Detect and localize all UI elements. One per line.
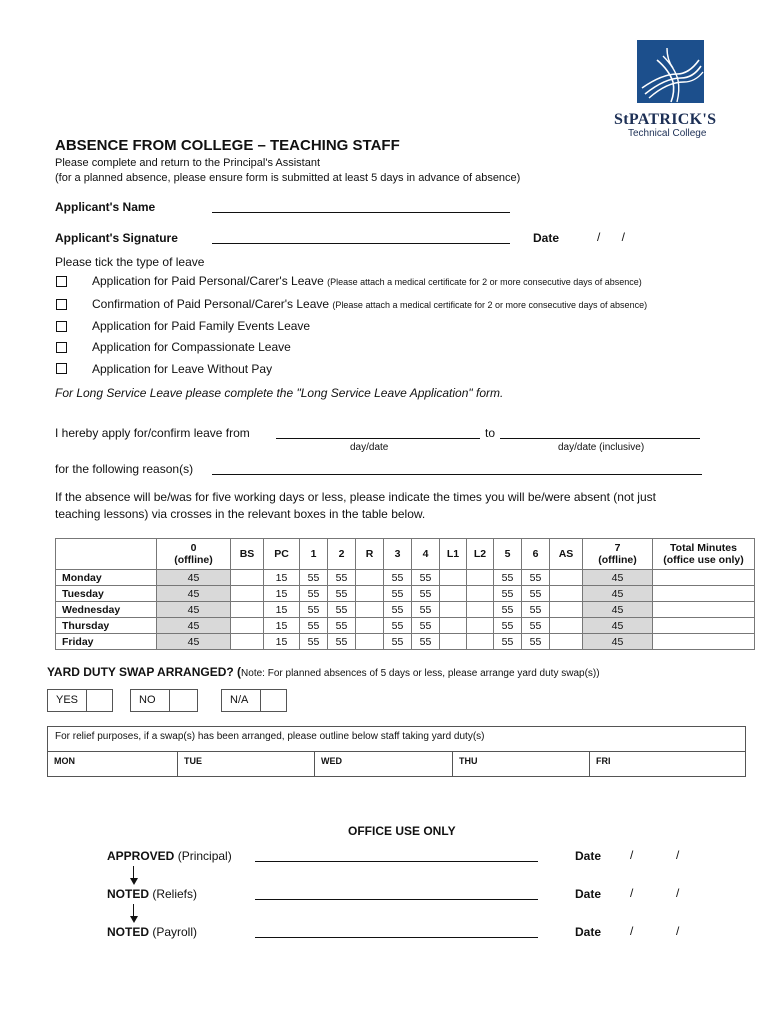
period-cell[interactable]: 55 <box>384 586 412 602</box>
absence-hours-table <box>55 538 755 650</box>
na-checkbox[interactable] <box>260 690 261 711</box>
relief-days-row <box>48 751 745 776</box>
applicant-signature-field[interactable] <box>212 243 510 244</box>
logo-college-name: StPATRICK'S <box>614 111 717 128</box>
period-cell[interactable] <box>653 586 755 602</box>
period-cell[interactable] <box>356 586 384 602</box>
yard-duty-no-option[interactable] <box>130 689 198 712</box>
hours-header-row <box>56 539 755 570</box>
form-title: ABSENCE FROM COLLEGE – TEACHING STAFF <box>55 137 400 154</box>
hours-header-cell: 3 <box>384 539 412 570</box>
table-row <box>56 570 755 586</box>
checkbox-leave-without-pay[interactable] <box>56 363 67 374</box>
reliefs-date-slash-1: / <box>630 886 634 900</box>
period-cell[interactable] <box>550 602 583 618</box>
period-cell[interactable] <box>653 602 755 618</box>
yard-duty-yes-option[interactable] <box>47 689 113 712</box>
period-cell[interactable]: 55 <box>522 618 550 634</box>
period-cell[interactable]: 45 <box>157 618 231 634</box>
period-cell[interactable]: 55 <box>300 602 328 618</box>
leave-option-4: Application for Compassionate Leave <box>92 340 291 354</box>
table-row <box>56 634 755 650</box>
period-cell[interactable] <box>356 634 384 650</box>
leave-to-field[interactable] <box>500 438 700 439</box>
intro-line-2: (for a planned absence, please ensure form is submitted at least 5 days in advance of absence) <box>55 172 521 184</box>
principal-date-slash-1: / <box>630 848 634 862</box>
applicant-signature-label: Applicant's Signature <box>55 231 178 245</box>
hours-header-cell: 4 <box>412 539 440 570</box>
hours-header-cell <box>56 539 157 570</box>
period-cell[interactable]: 55 <box>300 570 328 586</box>
leave-option-1: Application for Paid Personal/Carer's Leave (Please attach a medical certificate for 2 or more consecutive days of absence) <box>92 274 642 288</box>
period-cell[interactable]: 15 <box>264 586 300 602</box>
arrow-down-icon <box>130 878 138 885</box>
period-cell[interactable] <box>231 570 264 586</box>
period-cell[interactable] <box>440 570 467 586</box>
na-label: N/A <box>230 694 249 706</box>
period-cell[interactable]: 55 <box>522 634 550 650</box>
logo-college-subtitle: Technical College <box>628 128 707 139</box>
relief-day-fri[interactable]: FRI <box>596 756 611 766</box>
yard-duty-heading: YARD DUTY SWAP ARRANGED? (Note: For planned absences of 5 days or less, please arrange yard duty swap(s)) <box>47 665 600 679</box>
relief-day-wed[interactable]: WED <box>315 752 453 776</box>
period-cell[interactable] <box>467 634 494 650</box>
table-row <box>56 618 755 634</box>
period-cell[interactable]: 15 <box>264 570 300 586</box>
day-label: Monday <box>56 570 157 586</box>
period-cell[interactable] <box>467 602 494 618</box>
period-cell[interactable]: 55 <box>412 602 440 618</box>
instruction-line-2: teaching lessons) via crosses in the relevant boxes in the table below. <box>55 507 426 521</box>
period-cell[interactable]: 45 <box>583 586 653 602</box>
period-cell[interactable]: 45 <box>157 570 231 586</box>
reliefs-date-slash-2: / <box>676 886 680 900</box>
hours-header-cell: PC <box>264 539 300 570</box>
table-row <box>56 602 755 618</box>
apply-leave-text: I hereby apply for/confirm leave from <box>55 426 250 440</box>
checkbox-paid-personal-leave[interactable] <box>56 276 67 287</box>
principal-date-label: Date <box>575 849 602 863</box>
applicant-name-field[interactable] <box>212 212 510 213</box>
period-cell[interactable]: 45 <box>157 586 231 602</box>
hours-header-cell: R <box>356 539 384 570</box>
table-row <box>56 586 755 602</box>
payroll-date-label: Date <box>575 925 602 939</box>
period-cell[interactable]: 55 <box>328 570 356 586</box>
reason-field[interactable] <box>212 474 702 475</box>
day-label: Tuesday <box>56 586 157 602</box>
principal-date-slash-2: / <box>676 848 680 862</box>
period-cell[interactable]: 55 <box>494 570 522 586</box>
period-cell[interactable]: 45 <box>157 602 231 618</box>
period-cell[interactable]: 55 <box>300 634 328 650</box>
period-cell[interactable]: 45 <box>583 570 653 586</box>
arrow-down-icon <box>130 916 138 923</box>
period-cell[interactable] <box>356 570 384 586</box>
period-cell[interactable]: 55 <box>384 618 412 634</box>
period-cell[interactable]: 55 <box>494 634 522 650</box>
period-cell[interactable]: 45 <box>157 634 231 650</box>
leave-option-3: Application for Paid Family Events Leave <box>92 319 311 333</box>
period-cell[interactable]: 55 <box>384 570 412 586</box>
leave-option-2: Confirmation of Paid Personal/Carer's Leave (Please attach a medical certificate for 2 or more consecutive days of absence) <box>92 297 648 311</box>
reliefs-date-label: Date <box>575 887 602 901</box>
hours-header-cell: 0 (offline) <box>157 539 231 570</box>
period-cell[interactable]: 55 <box>300 586 328 602</box>
period-cell[interactable]: 45 <box>583 634 653 650</box>
period-cell[interactable]: 45 <box>583 618 653 634</box>
applicant-date-label: Date <box>533 231 560 245</box>
hours-header-cell: L2 <box>467 539 494 570</box>
period-cell[interactable] <box>356 618 384 634</box>
leave-option-5: Application for Leave Without Pay <box>92 362 273 376</box>
checkbox-family-events-leave[interactable] <box>56 321 67 332</box>
period-cell[interactable] <box>440 618 467 634</box>
college-logo <box>637 40 704 103</box>
period-cell[interactable]: 55 <box>412 570 440 586</box>
period-cell[interactable]: 55 <box>494 618 522 634</box>
apply-to-text: to <box>485 426 496 440</box>
from-date-caption: day/date <box>350 442 389 453</box>
period-cell[interactable]: 55 <box>328 634 356 650</box>
period-cell[interactable] <box>653 634 755 650</box>
hours-header-cell: 1 <box>300 539 328 570</box>
period-cell[interactable]: 15 <box>264 602 300 618</box>
no-label: NO <box>139 694 156 706</box>
period-cell[interactable] <box>467 570 494 586</box>
payroll-date-slash-1: / <box>630 924 634 938</box>
period-cell[interactable]: 45 <box>583 602 653 618</box>
hours-header-cell: AS <box>550 539 583 570</box>
period-cell[interactable]: 55 <box>300 618 328 634</box>
to-date-caption: day/date (inclusive) <box>558 442 645 453</box>
office-use-heading: OFFICE USE ONLY <box>348 824 456 838</box>
relief-day-tue[interactable]: TUE <box>178 752 315 776</box>
period-cell[interactable] <box>653 618 755 634</box>
period-cell[interactable]: 55 <box>494 602 522 618</box>
yard-duty-na-option[interactable] <box>221 689 287 712</box>
leave-type-prompt: Please tick the type of leave <box>55 255 205 269</box>
period-cell[interactable]: 15 <box>264 618 300 634</box>
relief-instruction: For relief purposes, if a swap(s) has been arranged, please outline below staff taking yard duty(s) <box>55 731 485 742</box>
principal-signature-field[interactable] <box>255 861 538 862</box>
applicant-name-label: Applicant's Name <box>55 200 156 214</box>
day-label: Thursday <box>56 618 157 634</box>
noted-reliefs-label: NOTED (Reliefs) <box>107 887 198 901</box>
relief-day-thu[interactable]: THU <box>453 752 590 776</box>
hours-header-cell: 2 <box>328 539 356 570</box>
period-cell[interactable] <box>550 586 583 602</box>
period-cell[interactable] <box>550 634 583 650</box>
period-cell[interactable] <box>231 618 264 634</box>
reliefs-signature-field[interactable] <box>255 899 538 900</box>
period-cell[interactable]: 55 <box>494 586 522 602</box>
period-cell[interactable] <box>467 618 494 634</box>
period-cell[interactable] <box>550 618 583 634</box>
period-cell[interactable]: 55 <box>522 586 550 602</box>
hours-header-cell: Total Minutes (office use only) <box>653 539 755 570</box>
logo-emblem-icon <box>637 40 704 103</box>
hours-header-cell: 5 <box>494 539 522 570</box>
leave-from-field[interactable] <box>276 438 480 439</box>
period-cell[interactable] <box>440 602 467 618</box>
period-cell[interactable]: 55 <box>412 618 440 634</box>
intro-line-1: Please complete and return to the Principal's Assistant <box>55 157 321 169</box>
period-cell[interactable] <box>467 586 494 602</box>
noted-payroll-label: NOTED (Payroll) <box>107 925 198 939</box>
period-cell[interactable]: 55 <box>522 570 550 586</box>
period-cell[interactable]: 55 <box>522 602 550 618</box>
period-cell[interactable]: 15 <box>264 634 300 650</box>
no-checkbox[interactable] <box>169 690 170 711</box>
period-cell[interactable]: 55 <box>328 586 356 602</box>
period-cell[interactable] <box>440 586 467 602</box>
relief-staff-table <box>47 726 746 777</box>
period-cell[interactable] <box>653 570 755 586</box>
yes-label: YES <box>56 694 79 706</box>
period-cell[interactable] <box>440 634 467 650</box>
period-cell[interactable]: 55 <box>328 602 356 618</box>
hours-header-cell: L1 <box>440 539 467 570</box>
period-cell[interactable]: 55 <box>412 634 440 650</box>
hours-header-cell: 7 (offline) <box>583 539 653 570</box>
period-cell[interactable] <box>231 634 264 650</box>
long-service-note: For Long Service Leave please complete the "Long Service Leave Application" form. <box>55 386 504 400</box>
hours-header-cell: BS <box>231 539 264 570</box>
reason-label: for the following reason(s) <box>55 462 194 476</box>
checkbox-confirm-personal-leave[interactable] <box>56 299 67 310</box>
day-label: Wednesday <box>56 602 157 618</box>
period-cell[interactable] <box>550 570 583 586</box>
instruction-line-1: If the absence will be/was for five working days or less, please indicate the times you will be/were absent (not just <box>55 490 656 504</box>
relief-day-mon[interactable]: MON <box>48 752 178 776</box>
payroll-signature-field[interactable] <box>255 937 538 938</box>
day-label: Friday <box>56 634 157 650</box>
period-cell[interactable] <box>356 602 384 618</box>
payroll-date-slash-2: / <box>676 924 680 938</box>
yes-checkbox[interactable] <box>86 690 87 711</box>
period-cell[interactable]: 55 <box>412 586 440 602</box>
period-cell[interactable] <box>231 602 264 618</box>
period-cell[interactable]: 55 <box>328 618 356 634</box>
period-cell[interactable]: 55 <box>384 634 412 650</box>
checkbox-compassionate-leave[interactable] <box>56 342 67 353</box>
period-cell[interactable]: 55 <box>384 602 412 618</box>
approved-principal-label: APPROVED (Principal) <box>107 849 232 863</box>
applicant-date-field[interactable]: / / <box>597 230 626 244</box>
period-cell[interactable] <box>231 586 264 602</box>
hours-header-cell: 6 <box>522 539 550 570</box>
